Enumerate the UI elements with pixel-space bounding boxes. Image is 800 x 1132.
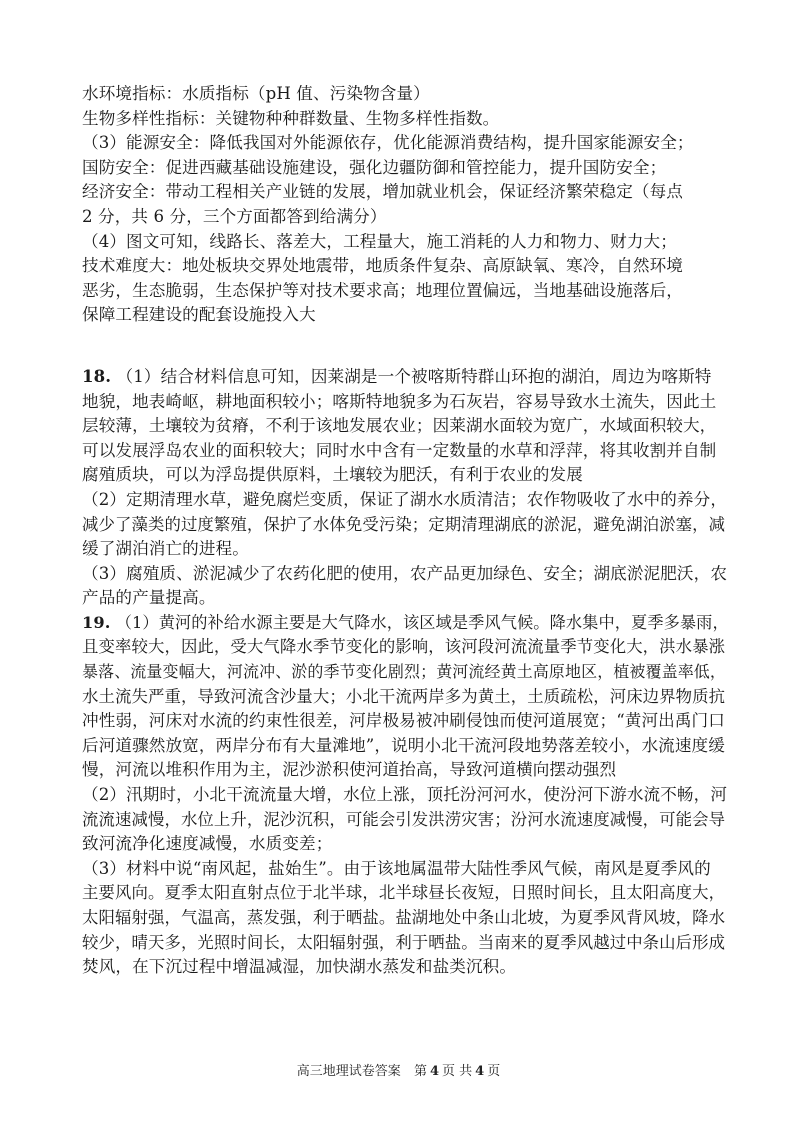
page-number: 4 (429, 1064, 439, 1079)
page-prefix: 第 (413, 1064, 427, 1079)
section-17-continued (82, 82, 732, 328)
answer-text: （1）黄河的补给水源主要是大气降水，该区域是季风气候。降水集中，夏季多暴雨， (115, 612, 729, 632)
question-number: 19. (82, 612, 111, 632)
text-line: （2）定期清理水草，避免腐烂变质，保证了湖水水质清洁；农作物吸收了水中的养分， (82, 489, 728, 509)
text-line: 经济安全：带动工程相关产业链的发展，增加就业机会，保证经济繁荣稳定（每点 (82, 182, 683, 202)
text-line: 生物多样性指标：关键物种种群数量、生物多样性指数。 (82, 108, 500, 128)
page-mid: 页 共 (442, 1064, 473, 1079)
text-line: 且变率较大，因此，受大气降水季节变化的影响，该河段河流流量季节变化大，洪水暴涨 (82, 637, 726, 657)
text-line: （3）材料中说“南风起，盐始生”。由于该地属温带大陆性季风气候，南风是夏季风的 (82, 858, 711, 878)
text-line: 水环境指标：水质指标（pH 值、污染物含量） (82, 84, 430, 103)
question-19 (82, 611, 732, 980)
text-line: 2 分，共 6 分，三个方面都答到给满分） (82, 206, 387, 226)
page-indicator (411, 1064, 503, 1079)
text-line: 减少了藻类的过度繁殖，保护了水体免受污染；定期清理湖底的淤泥，避免湖泊淤塞，减 (82, 514, 726, 534)
text-line: 冲性弱，河床对水流的约束性很差，河岸极易被冲刷侵蚀而使河道展宽；“黄河出禹门口 (82, 711, 725, 731)
text-line: 地貌，地表崎岖，耕地面积较小；喀斯特地貌多为石灰岩，容易导致水土流失，因此土 (82, 391, 717, 411)
text-line: 恶劣，生态脆弱，生态保护等对技术要求高；地理位置偏远，当地基础设施落后， (82, 280, 683, 300)
answer-text: （1）结合材料信息可知，因莱湖是一个被喀斯特群山环抱的湖泊，周边为喀斯特 (116, 366, 712, 386)
text-line: 流流速减慢，水位上升，泥沙沉积，可能会引发洪涝灾害；汾河水流速度减慢，可能会导 (82, 809, 726, 829)
page-suffix: 页 (487, 1064, 501, 1079)
text-line: （2）汛期时，小北干流流量大增，水位上涨，顶托汾河河水，使汾河下游水流不畅，河 (82, 785, 728, 805)
text-line: 产品的产量提高。 (82, 588, 216, 608)
question-number: 18. (82, 365, 112, 386)
text-line: 技术难度大：地处板块交界处地震带，地质条件复杂、高原缺氧、寒冷，自然环境 (82, 256, 683, 276)
question-first-line (82, 611, 732, 636)
text-line: 国防安全：促进西藏基础设施建设，强化边疆防御和管控能力，提升国防安全； (82, 157, 667, 177)
text-line: 层较薄，土壤较为贫瘠，不利于该地发展农业；因莱湖水面较为宽广，水域面积较大， (82, 416, 717, 436)
text-line: 慢，河流以堆积作用为主，泥沙淤积使河道抬高，导致河道横向摆动强烈 (82, 760, 617, 780)
text-line: 太阳辐射强，气温高，蒸发强，利于晒盐。盐湖地处中条山北坡，为夏季风背风坡，降水 (82, 908, 726, 927)
text-line: 暴落、流量变幅大，河流冲、淤的季节变化剧烈；黄河流经黄土高原地区，植被覆盖率低， (82, 662, 727, 682)
page-total: 4 (475, 1064, 485, 1079)
text-line: 腐殖质块，可以为浮岛提供原料，土壤较为肥沃，有利于农业的发展 (82, 465, 583, 485)
question-first-line (82, 364, 732, 390)
footer-title: 高三地理试卷答案 (296, 1064, 401, 1079)
page-footer (0, 1060, 800, 1079)
text-line: （4）图文可知，线路长、落差大，工程量大，施工消耗的人力和物力、财力大； (82, 231, 677, 251)
text-line: 焚风，在下沉过程中增温减湿，加快湖水蒸发和盐类沉积。 (82, 957, 517, 977)
text-line: （3）能源安全：降低我国对外能源依存，优化能源消费结构，提升国家能源安全； (82, 133, 694, 153)
answer-page (82, 82, 732, 980)
text-line: 主要风向。夏季太阳直射点位于北半球，北半球昼长夜短，日照时间长，且太阳高度大， (82, 883, 726, 903)
text-line: 后河道骤然放宽，两岸分布有大量滩地”，说明小北干流河段地势落差较小，水流速度缓 (82, 735, 725, 755)
section-gap (82, 328, 732, 364)
text-line: 较少，晴天多，光照时间长，太阳辐射强，利于晒盐。当南来的夏季风越过中条山后形成 (82, 932, 726, 952)
text-line: 缓了湖泊消亡的进程。 (82, 539, 249, 559)
text-line: 水土流失严重，导致河流含沙量大；小北干流两岸多为黄土，土质疏松，河床边界物质抗 (82, 686, 726, 706)
text-line: （3）腐殖质、淤泥减少了农药化肥的使用，农产品更加绿色、安全；湖底淤泥肥沃，农 (82, 563, 728, 583)
question-18 (82, 364, 732, 611)
text-line: 可以发展浮岛农业的面积较大；同时水中含有一定数量的水草和浮萍，将其收割并自制 (82, 440, 717, 460)
text-line: 保障工程建设的配套设施投入大 (82, 305, 316, 325)
text-line: 致河流净化速度减慢，水质变差； (82, 834, 333, 854)
